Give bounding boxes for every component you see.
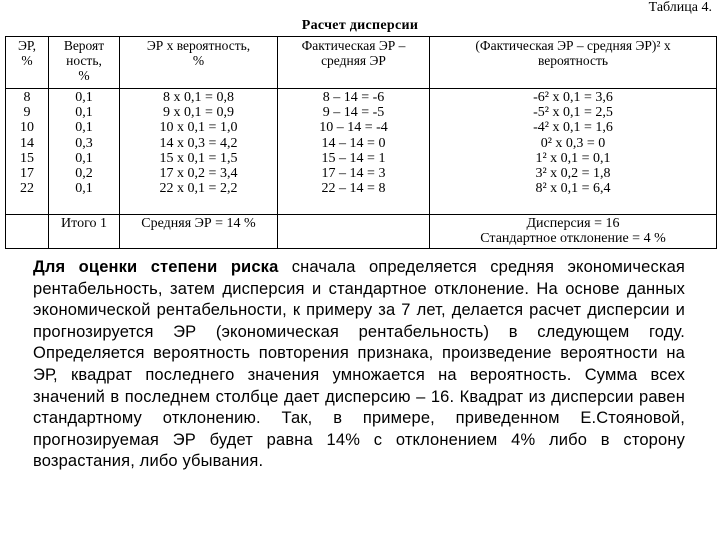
table-total-row [6,215,717,249]
table-cell: 0² х 0,3 = 0 [540,135,606,151]
table-cell: 15 х 0,1 = 1,5 [159,150,238,166]
table-cell: 17 х 0,2 = 3,4 [159,166,238,182]
table-cell: 3² х 0,2 = 1,8 [535,166,611,182]
table-cell: 17 – 14 = 3 [321,166,386,182]
table-cell: 8 – 14 = -6 [322,90,385,105]
table-cell: 0,1 [75,120,93,136]
column-er-x-probability-values [120,89,278,215]
table-cell: 9 – 14 = -5 [322,105,385,121]
table-cell: 0,2 [75,166,93,182]
explanation-paragraph [33,257,685,473]
total-label: Итого 1 [49,215,120,249]
table-cell: 10 – 14 = -4 [319,120,388,136]
table-cell: 8² х 0,1 = 6,4 [535,181,611,197]
table-cell: 14 – 14 = 0 [321,135,386,151]
mean-er: Средняя ЭР = 14 % [120,215,278,249]
table-cell: 9 х 0,1 = 0,9 [163,105,234,121]
table-cell: 8 х 0,1 = 0,8 [163,90,234,105]
table-cell: 0,1 [75,150,93,166]
table-cell: 10 [20,120,34,136]
paragraph-bold-lead: Для оценки степени риска [33,258,279,276]
header-squared-deviation: (Фактическая ЭР – средняя ЭР)² х вероятность [430,37,717,89]
header-probability: Вероят ность, % [49,37,120,89]
header-er-x-probability: ЭР х вероятность, % [120,37,278,89]
table-cell: 14 х 0,3 = 4,2 [159,135,238,151]
column-er-values [6,89,49,215]
total-cell-empty [6,215,49,249]
table-cell: 15 – 14 = 1 [321,150,386,166]
table-cell: 9 [23,105,31,121]
table-caption: Таблица 4. [648,0,712,15]
column-probability-values [49,89,120,215]
table-cell: 22 – 14 = 8 [321,181,386,197]
column-deviation-values [278,89,430,215]
standard-deviation-value: Стандартное отклонение = 4 % [480,231,666,246]
table-cell: 10 х 0,1 = 1,0 [159,120,238,136]
table-header-row [6,37,717,89]
table-cell: 1² х 0,1 = 0,1 [535,150,611,166]
table-cell: 22 х 0,1 = 2,2 [159,181,238,197]
total-cell-empty [278,215,430,249]
column-squared-deviation-values [430,89,717,215]
dispersion-table [5,36,717,249]
table-cell: 8 [23,90,31,105]
dispersion-summary [430,215,717,249]
paragraph-text: сначала определяется средняя экономическая рентабельность, затем дисперсия и стандартное отклонение. На основе данных экономической рентабельности, к примеру за 7 лет, делается расчет дисперсии и прогнозируется ЭР (экономическая рентабельность) в следующем году. Определяется вероятность повторения признака, произведение вероятности на ЭР, квадрат последнего значения умножается на вероятность. Сумма всех значений в последнем столбце дает дисперсию – 16. Квадрат из дисперсии равен стандартному отклонению. Так, в примере, приведенном Е.Стояновой, прогнозируемая ЭР будет равна 14% с отклонением 4% либо в сторону возрастания, либо убывания. [33,258,685,471]
table-cell: 14 [20,135,34,151]
table-cell: 0,1 [75,105,93,121]
table-cell: 17 [20,166,34,182]
table-data-row [6,89,717,215]
table-cell: -5² х 0,1 = 2,5 [533,105,613,121]
table-title: Расчет дисперсии [301,18,419,33]
header-er: ЭР, % [6,37,49,89]
header-deviation: Фактическая ЭР – средняя ЭР [278,37,430,89]
dispersion-value: Дисперсия = 16 [526,216,620,231]
table-cell: 0,1 [75,181,93,197]
table-cell: 22 [20,181,34,197]
table-cell: 0,1 [75,90,93,105]
table-cell: 15 [20,150,34,166]
table-cell: 0,3 [75,135,93,151]
table-cell: -6² х 0,1 = 3,6 [533,90,613,105]
table-cell: -4² х 0,1 = 1,6 [533,120,613,136]
